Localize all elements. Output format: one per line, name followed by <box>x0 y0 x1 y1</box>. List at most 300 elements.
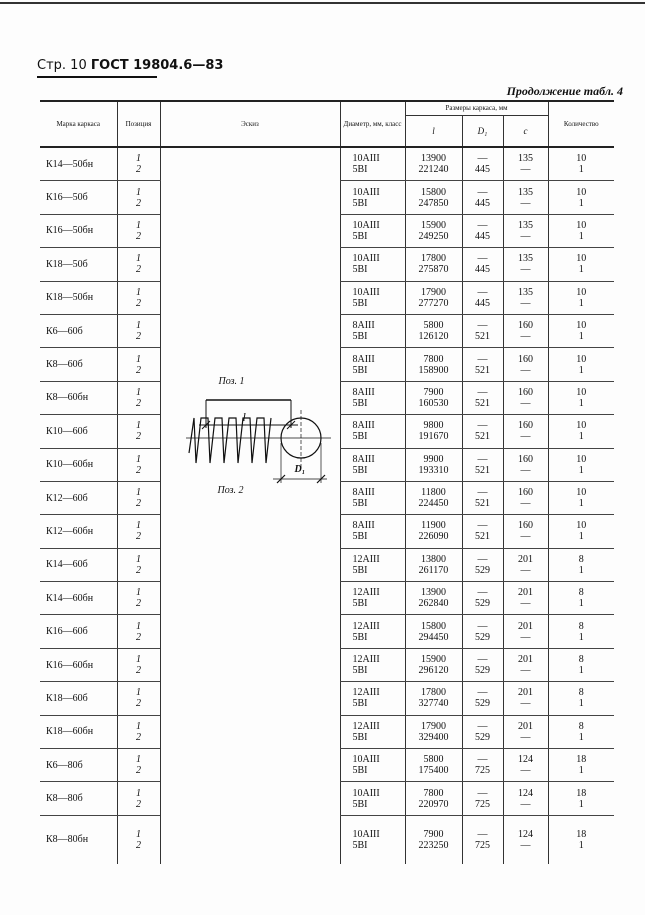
length-l-line: 13800 <box>421 553 446 565</box>
size-c-line: 201 <box>518 620 534 632</box>
quantity-line: 1 <box>578 698 584 710</box>
quantity-line: 1 <box>578 665 584 677</box>
position-line: 1 <box>136 487 141 499</box>
position-line: 2 <box>136 698 141 710</box>
diameter-class-line: 5BI <box>352 598 368 610</box>
diameter-d1-line: — <box>477 453 488 465</box>
size-c-line: 135 <box>518 186 534 198</box>
quantity-line: 8 <box>578 687 584 699</box>
quantity <box>548 548 614 581</box>
diameter-d1 <box>462 348 503 381</box>
length-l-line: 275870 <box>418 264 449 276</box>
diameter-d1-line: — <box>477 654 488 666</box>
quantity-line: 10 <box>576 353 587 365</box>
position-line: 1 <box>136 654 141 666</box>
length-l <box>405 615 462 648</box>
size-c-line: 201 <box>518 553 534 565</box>
diameter-d1 <box>462 515 503 548</box>
size-c-line: — <box>520 464 531 476</box>
diameter-class-line: 10AIII <box>352 186 380 198</box>
position <box>117 348 160 381</box>
diameter-d1-line: 529 <box>475 698 490 710</box>
diameter-class-line: 5BI <box>352 798 368 810</box>
size-c-line: — <box>520 397 531 409</box>
diameter-class <box>340 782 405 815</box>
length-l-line: 17900 <box>421 286 446 298</box>
length-l-line: 277270 <box>418 297 449 309</box>
diameter-class-line: 8AIII <box>352 353 375 365</box>
quantity-line: 10 <box>576 420 587 432</box>
position-line: 2 <box>136 264 141 276</box>
diameter-d1 <box>462 448 503 481</box>
size-c-line: — <box>520 731 531 743</box>
diameter-class-line: 5BI <box>352 364 368 376</box>
length-l-line: 223250 <box>418 839 449 851</box>
diameter-d1 <box>462 481 503 514</box>
diameter-d1-line: — <box>477 787 488 799</box>
position <box>117 648 160 681</box>
length-l-line: 220970 <box>418 798 449 810</box>
diameter-d1 <box>462 682 503 715</box>
diameter-d1-line: 529 <box>475 665 490 677</box>
quantity-line: 1 <box>578 564 584 576</box>
diameter-d1-line: — <box>477 219 488 231</box>
position-line: 2 <box>136 731 141 743</box>
position <box>117 415 160 448</box>
quantity <box>548 782 614 815</box>
diameter-class <box>340 214 405 247</box>
diameter-d1 <box>462 181 503 214</box>
frame-mark: К16—50б <box>40 181 117 214</box>
quantity-line: 1 <box>578 431 584 443</box>
quantity-line: 10 <box>576 520 587 532</box>
header-quantity: Количество <box>548 101 614 147</box>
table-continuation-label: Продолжение табл. 4 <box>506 84 623 98</box>
diameter-class <box>340 448 405 481</box>
diameter-d1 <box>462 415 503 448</box>
size-c-line: 160 <box>518 487 534 499</box>
header-position: Позиция <box>117 101 160 147</box>
position-line: 2 <box>136 297 141 309</box>
quantity-line: 8 <box>578 587 584 599</box>
position <box>117 815 160 864</box>
size-c <box>503 749 548 782</box>
position-line: 2 <box>136 839 141 851</box>
size-c-line: 135 <box>518 219 534 231</box>
length-l-line: 7800 <box>423 787 444 799</box>
quantity <box>548 281 614 314</box>
length-l <box>405 815 462 864</box>
size-c <box>503 582 548 615</box>
position-line: 2 <box>136 431 141 443</box>
position-line: 2 <box>136 531 141 543</box>
quantity-line: 10 <box>576 219 587 231</box>
position-line: 1 <box>136 219 141 231</box>
length-l-line: 11900 <box>421 520 446 532</box>
size-c-line: 201 <box>518 720 534 732</box>
diameter-d1 <box>462 281 503 314</box>
position-2-label: Поз. 2 <box>217 485 244 496</box>
length-l <box>405 782 462 815</box>
length-l-line: 13900 <box>421 587 446 599</box>
position-line: 2 <box>136 765 141 777</box>
quantity-line: 1 <box>578 331 584 343</box>
diameter-class <box>340 648 405 681</box>
size-c <box>503 181 548 214</box>
length-l <box>405 749 462 782</box>
diameter-class-line: 8AIII <box>352 487 375 499</box>
size-c-line: 135 <box>518 153 534 165</box>
length-l-line: 249250 <box>418 230 449 242</box>
diameter-class-line: 5BI <box>352 698 368 710</box>
diameter-class-line: 8AIII <box>352 520 375 532</box>
frame-mark: К8—80бн <box>46 834 89 846</box>
position <box>117 582 160 615</box>
size-c <box>503 248 548 281</box>
diameter-d1 <box>462 648 503 681</box>
length-l <box>405 715 462 748</box>
quantity <box>548 214 614 247</box>
length-l <box>405 314 462 347</box>
quantity-line: 1 <box>578 364 584 376</box>
position <box>117 515 160 548</box>
position-line: 2 <box>136 665 141 677</box>
frame-mark: К12—60бн <box>40 515 117 548</box>
quantity-line: 8 <box>578 654 584 666</box>
diameter-class <box>340 481 405 514</box>
diameter-class <box>340 682 405 715</box>
page-number: Стр. 10 <box>37 58 87 73</box>
quantity-line: 1 <box>578 765 584 777</box>
position <box>117 682 160 715</box>
position-line: 1 <box>136 186 141 198</box>
quantity-line: 8 <box>578 553 584 565</box>
diameter-class-line: 8AIII <box>352 453 375 465</box>
size-c-line: — <box>520 331 531 343</box>
frame-mark: К8—80б <box>40 782 117 815</box>
size-c <box>503 782 548 815</box>
position-line: 2 <box>136 464 141 476</box>
size-c-line: — <box>520 765 531 777</box>
length-l-line: 17800 <box>421 687 446 699</box>
quantity <box>548 615 614 648</box>
table-row <box>40 147 614 181</box>
diameter-d1-line: 521 <box>475 431 490 443</box>
length-l <box>405 682 462 715</box>
length-l <box>405 415 462 448</box>
quantity-line: 1 <box>578 498 584 510</box>
diameter-d1 <box>462 381 503 414</box>
quantity <box>548 381 614 414</box>
diameter-class <box>340 147 405 181</box>
length-l-line: 175400 <box>418 765 449 777</box>
diameter-class-line: 5BI <box>352 297 368 309</box>
diameter-d1-line: — <box>477 487 488 499</box>
diameter-d1 <box>462 147 503 181</box>
size-c <box>503 515 548 548</box>
length-l-line: 329400 <box>418 731 449 743</box>
diameter-d1-line: 521 <box>475 531 490 543</box>
length-l-line: 7900 <box>423 828 444 840</box>
length-l-line: 296120 <box>418 665 449 677</box>
frame-mark: К16—60б <box>40 615 117 648</box>
quantity-line: 10 <box>576 487 587 499</box>
dimension-d1-label: D₁ <box>294 464 306 475</box>
quantity-line: 1 <box>578 531 584 543</box>
diameter-class-line: 5BI <box>352 464 368 476</box>
frame-mark: К6—60б <box>40 314 117 347</box>
diameter-d1-line: — <box>477 286 488 298</box>
length-l-line: 11800 <box>421 487 446 499</box>
diameter-class-line: 5BI <box>352 564 368 576</box>
position <box>117 448 160 481</box>
frame-mark: К18—50бн <box>40 281 117 314</box>
diameter-class <box>340 715 405 748</box>
diameter-class-line: 5BI <box>352 498 368 510</box>
quantity-line: 18 <box>576 754 587 766</box>
frame-mark: К14—60б <box>40 548 117 581</box>
size-c-line: — <box>520 230 531 242</box>
size-c-line: 160 <box>518 353 534 365</box>
size-c <box>503 715 548 748</box>
header-underline <box>37 76 157 78</box>
quantity-line: 10 <box>576 186 587 198</box>
length-l-line: 15800 <box>421 186 446 198</box>
quantity <box>548 815 614 864</box>
diameter-d1-line: 521 <box>475 498 490 510</box>
diameter-class-line: 12AIII <box>352 720 380 732</box>
position-line: 2 <box>136 164 141 176</box>
length-l-line: 193310 <box>418 464 449 476</box>
diameter-d1-line: — <box>477 520 488 532</box>
diameter-class <box>340 615 405 648</box>
quantity-line: 1 <box>578 598 584 610</box>
header-sketch: Эскиз <box>160 101 340 147</box>
position-line: 2 <box>136 230 141 242</box>
quantity-line: 1 <box>578 297 584 309</box>
length-l-line: 221240 <box>418 164 449 176</box>
size-c-line: — <box>520 264 531 276</box>
length-l-line: 15900 <box>421 654 446 666</box>
diameter-class <box>340 515 405 548</box>
position <box>117 381 160 414</box>
quantity-line: 1 <box>578 230 584 242</box>
table-body <box>40 147 614 864</box>
size-c-line: — <box>520 364 531 376</box>
diameter-d1-line: — <box>477 754 488 766</box>
diameter-class-line: 10AIII <box>352 286 380 298</box>
size-c <box>503 815 548 864</box>
size-c-line: — <box>520 164 531 176</box>
diameter-class-line: 8AIII <box>352 386 375 398</box>
quantity-line: 1 <box>578 631 584 643</box>
size-c-line: 124 <box>518 754 534 766</box>
diameter-class-line: 10AIII <box>352 787 380 799</box>
length-l <box>405 281 462 314</box>
size-c-line: — <box>520 665 531 677</box>
position-line: 1 <box>136 253 141 265</box>
size-c <box>503 281 548 314</box>
length-l-line: 294450 <box>418 631 449 643</box>
position-line: 1 <box>136 553 141 565</box>
length-l-line: 17900 <box>421 720 446 732</box>
frame-mark: К18—50б <box>40 248 117 281</box>
quantity-line: 10 <box>576 153 587 165</box>
size-c <box>503 448 548 481</box>
position-line: 1 <box>136 153 141 165</box>
size-c <box>503 615 548 648</box>
diameter-class-line: 5BI <box>352 197 368 209</box>
diameter-d1-line: — <box>477 186 488 198</box>
size-c <box>503 348 548 381</box>
position <box>117 214 160 247</box>
position-line: 1 <box>136 720 141 732</box>
diameter-d1 <box>462 715 503 748</box>
size-c-line: — <box>520 698 531 710</box>
size-c-line: 201 <box>518 687 534 699</box>
length-l-line: 15900 <box>421 219 446 231</box>
position <box>117 548 160 581</box>
position <box>117 147 160 181</box>
frame-mark: К6—80б <box>40 749 117 782</box>
diameter-d1-line: — <box>477 353 488 365</box>
frame-mark: К10—60б <box>40 415 117 448</box>
sketch-drawing <box>161 148 341 838</box>
length-l <box>405 214 462 247</box>
diameter-class <box>340 281 405 314</box>
diameter-class-line: 10AIII <box>352 153 380 165</box>
diameter-class-line: 12AIII <box>352 587 380 599</box>
quantity-line: 1 <box>578 798 584 810</box>
position-line: 2 <box>136 631 141 643</box>
diameter-class-line: 8AIII <box>352 420 375 432</box>
header-diameter: Диаметр, мм, класс <box>340 101 405 147</box>
size-c <box>503 147 548 181</box>
diameter-class <box>340 548 405 581</box>
size-c-line: 124 <box>518 787 534 799</box>
quantity-line: 10 <box>576 320 587 332</box>
length-l <box>405 381 462 414</box>
diameter-d1-line: — <box>477 153 488 165</box>
diameter-class <box>340 314 405 347</box>
position-1-label: Поз. 1 <box>218 376 245 387</box>
quantity-line: 1 <box>578 464 584 476</box>
position-line: 2 <box>136 197 141 209</box>
position <box>117 248 160 281</box>
diameter-d1 <box>462 782 503 815</box>
quantity <box>548 181 614 214</box>
quantity <box>548 415 614 448</box>
size-c-line: 160 <box>518 520 534 532</box>
diameter-class-line: 5BI <box>352 665 368 677</box>
diameter-class-line: 12AIII <box>352 620 380 632</box>
quantity <box>548 448 614 481</box>
diameter-d1-line: 445 <box>475 264 490 276</box>
quantity <box>548 147 614 181</box>
length-l-line: 5800 <box>423 320 444 332</box>
length-l-line: 261170 <box>418 564 449 576</box>
size-c <box>503 548 548 581</box>
length-l <box>405 481 462 514</box>
position-line: 2 <box>136 564 141 576</box>
quantity <box>548 648 614 681</box>
diameter-d1-line: — <box>477 386 488 398</box>
length-l <box>405 515 462 548</box>
quantity-line: 1 <box>578 264 584 276</box>
diameter-d1-line: — <box>477 553 488 565</box>
size-c-line: 160 <box>518 453 534 465</box>
position-line: 2 <box>136 498 141 510</box>
size-c-line: 160 <box>518 420 534 432</box>
diameter-class-line: 5BI <box>352 164 368 176</box>
size-c-line: — <box>520 531 531 543</box>
header-l: l <box>405 115 462 147</box>
position-line: 1 <box>136 420 141 432</box>
page-header <box>37 58 223 73</box>
diameter-d1 <box>462 548 503 581</box>
position <box>117 181 160 214</box>
size-c-line: 135 <box>518 253 534 265</box>
length-l-line: 224450 <box>418 498 449 510</box>
frame-mark: К16—50бн <box>40 214 117 247</box>
position-line: 1 <box>136 286 141 298</box>
position-line: 1 <box>136 787 141 799</box>
diameter-d1-line: 529 <box>475 564 490 576</box>
sketch-cell <box>160 147 340 864</box>
quantity-line: 10 <box>576 386 587 398</box>
size-c-line: 201 <box>518 587 534 599</box>
diameter-d1-line: 725 <box>475 765 490 777</box>
length-l <box>405 582 462 615</box>
size-c <box>503 415 548 448</box>
diameter-class <box>340 749 405 782</box>
quantity-line: 1 <box>578 197 584 209</box>
diameter-d1 <box>462 248 503 281</box>
quantity-line: 1 <box>578 839 584 851</box>
position-line: 2 <box>136 364 141 376</box>
diameter-d1 <box>462 214 503 247</box>
size-c <box>503 214 548 247</box>
header-c: c <box>503 115 548 147</box>
diameter-class <box>340 582 405 615</box>
diameter-d1-line: — <box>477 253 488 265</box>
frame-mark: К8—60бн <box>40 381 117 414</box>
diameter-class-line: 12AIII <box>352 553 380 565</box>
diameter-d1-line: — <box>477 420 488 432</box>
length-l-line: 9900 <box>423 453 444 465</box>
position <box>117 749 160 782</box>
diameter-d1 <box>462 815 503 864</box>
length-l <box>405 248 462 281</box>
diameter-class-line: 10AIII <box>352 754 380 766</box>
diameter-d1-line: 445 <box>475 164 490 176</box>
dimension-l-label: l <box>242 410 246 424</box>
diameter-class-line: 10AIII <box>352 253 380 265</box>
diameter-class-line: 5BI <box>352 731 368 743</box>
diameter-class-line: 5BI <box>352 631 368 643</box>
position-line: 1 <box>136 620 141 632</box>
size-c-line: — <box>520 498 531 510</box>
quantity-line: 18 <box>576 828 587 840</box>
diameter-d1-line: 529 <box>475 598 490 610</box>
diameter-d1-line: — <box>477 620 488 632</box>
position-line: 1 <box>136 687 141 699</box>
diameter-d1-line: 529 <box>475 731 490 743</box>
diameter-d1-line: — <box>477 687 488 699</box>
position-line: 2 <box>136 331 141 343</box>
diameter-class-line: 5BI <box>352 765 368 777</box>
frame-mark: К10—60бн <box>40 448 117 481</box>
